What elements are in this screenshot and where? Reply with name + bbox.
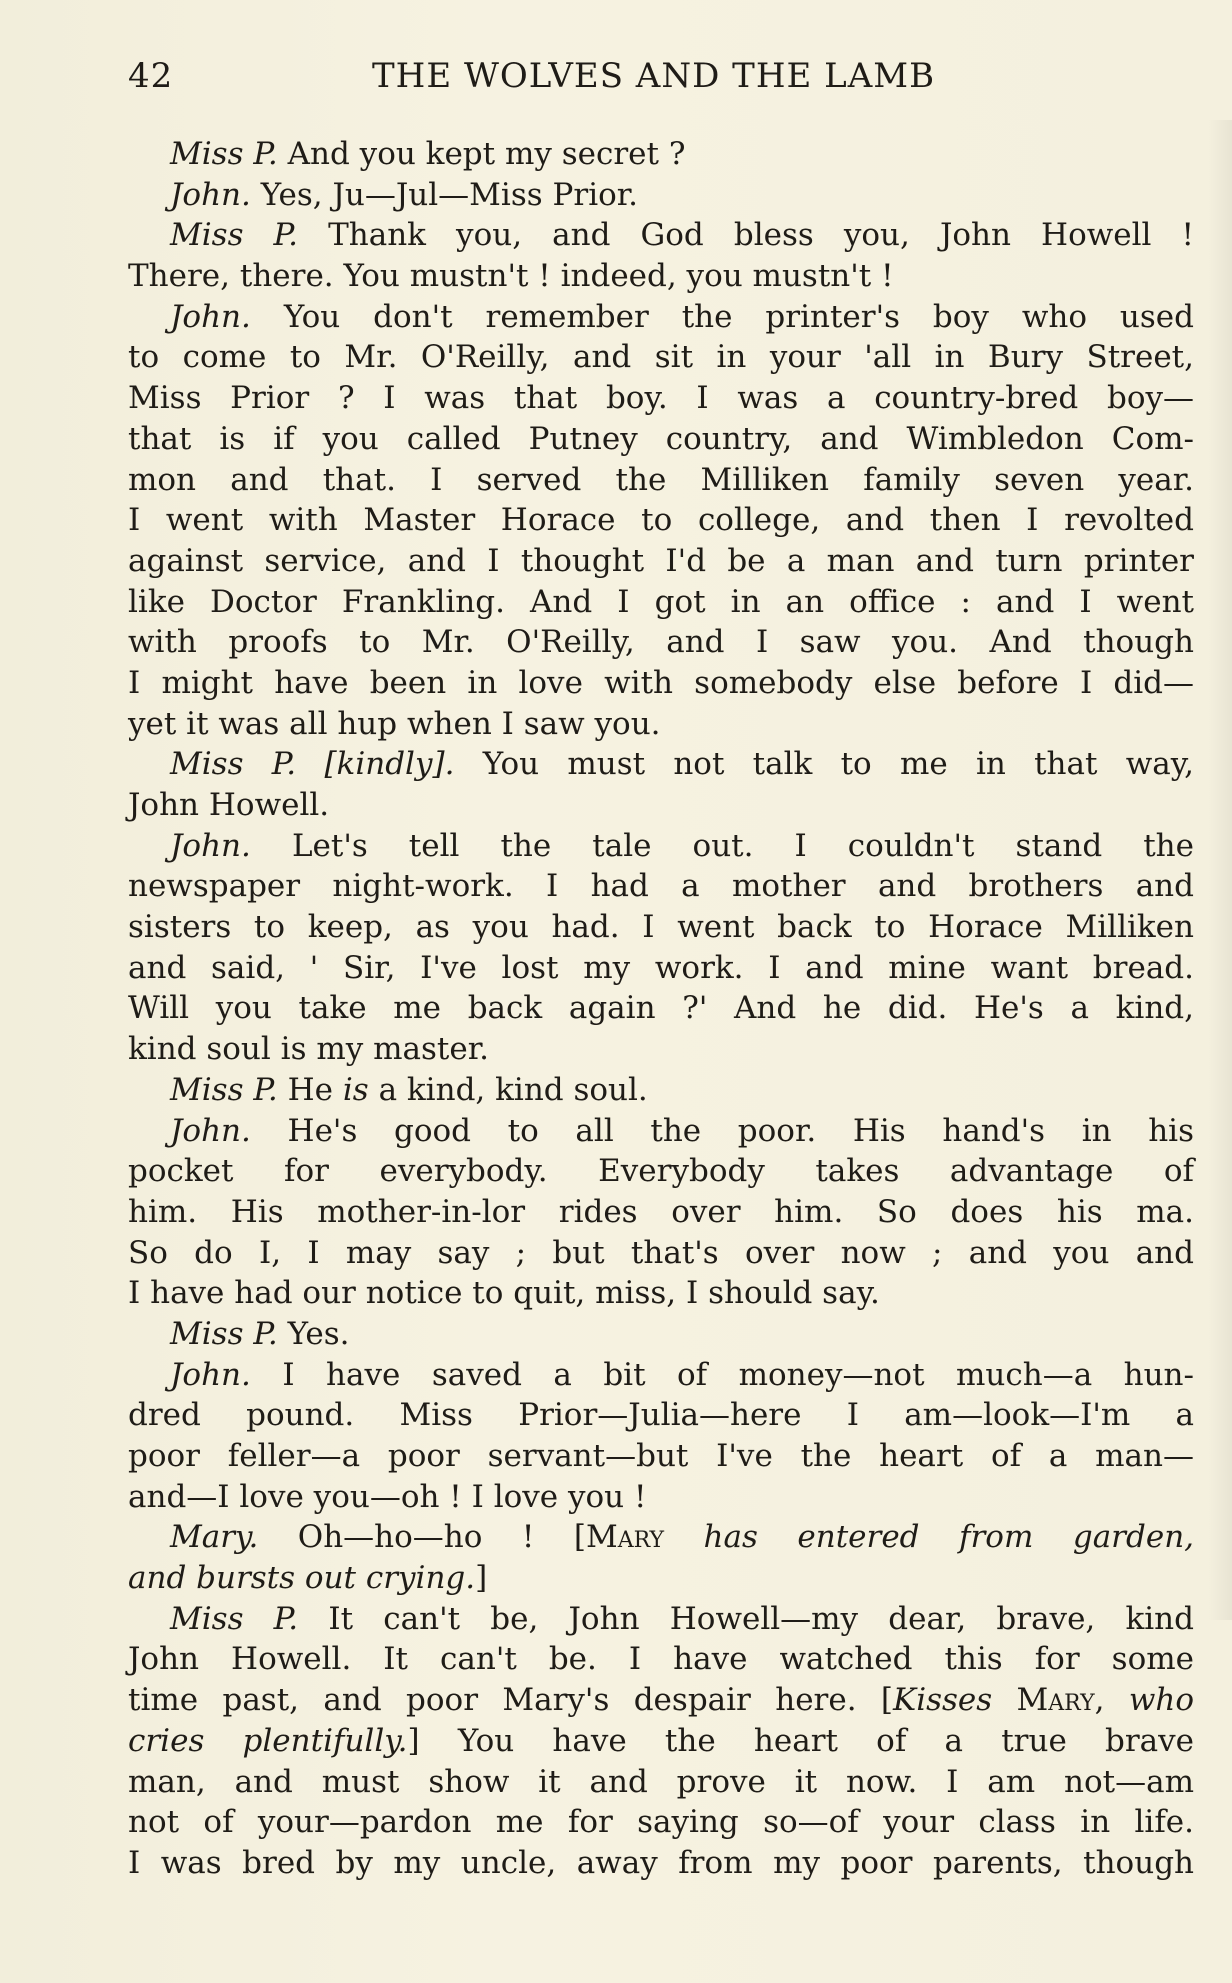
running-title: THE WOLVES AND THE LAMB bbox=[372, 56, 936, 96]
dialogue-text: time past, and poor Mary's despair here. bbox=[128, 1682, 857, 1719]
speaker-name: Miss P. bbox=[170, 1071, 278, 1108]
dialogue-text: Yes, Ju—Jul—Miss Prior. bbox=[260, 176, 639, 213]
speaker-name: John. bbox=[170, 298, 251, 335]
dialogue-text: I have had our notice to quit, miss, I should say. bbox=[128, 1275, 880, 1312]
speaker-name: John. bbox=[170, 1356, 251, 1393]
dialogue-line bbox=[128, 907, 1194, 948]
speaker-name: Miss P. bbox=[170, 136, 278, 172]
dialogue-line bbox=[128, 256, 1194, 297]
dialogue-line bbox=[128, 704, 1194, 745]
dialogue-line bbox=[128, 1599, 1194, 1640]
dialogue-line bbox=[128, 1721, 1194, 1762]
dialogue-text: man, and must show it and prove it now. I am not—am bbox=[128, 1763, 1194, 1800]
dialogue-text: Thank you, and God bless you, John Howell ! bbox=[328, 217, 1195, 254]
dialogue-text: like Doctor Frankling. And I got in an office : and I went bbox=[128, 583, 1194, 620]
dialogue-line bbox=[128, 1395, 1194, 1436]
dialogue-line bbox=[128, 785, 1194, 826]
dialogue-text: that is if you called Putney country, and Wimbledon Com- bbox=[128, 420, 1194, 457]
dialogue-line bbox=[128, 1233, 1194, 1274]
dialogue-line bbox=[128, 1273, 1194, 1314]
stage-bracket: ] bbox=[475, 1560, 488, 1597]
dialogue-line bbox=[128, 1314, 1194, 1355]
dialogue-line bbox=[128, 988, 1194, 1029]
dialogue-text: pocket for everybody. Everybody takes advantage of bbox=[128, 1153, 1194, 1190]
page-edge-shadow bbox=[1208, 120, 1232, 1620]
dialogue-text: He bbox=[287, 1071, 334, 1108]
dialogue-text: You don't remember the printer's boy who used bbox=[283, 298, 1194, 335]
dialogue-line bbox=[128, 948, 1194, 989]
dialogue-line bbox=[128, 663, 1194, 704]
stage-direction: and bursts out crying. bbox=[128, 1560, 476, 1597]
dialogue-line bbox=[128, 1111, 1194, 1152]
dialogue-line bbox=[128, 1355, 1194, 1396]
dialogue-line bbox=[128, 1029, 1194, 1070]
dialogue-line bbox=[128, 541, 1194, 582]
character-name: Mary bbox=[586, 1519, 665, 1556]
dialogue-text: I went with Master Horace to college, and then I revolted bbox=[128, 502, 1194, 539]
dialogue-line bbox=[128, 460, 1194, 501]
dialogue-text: with proofs to Mr. O'Reilly, and I saw you. And though bbox=[128, 624, 1194, 661]
page-header bbox=[128, 56, 1194, 106]
dialogue-text: dred pound. Miss Prior—Julia—here I am—look—I'm a bbox=[128, 1397, 1194, 1434]
dialogue-line bbox=[128, 175, 1194, 216]
speaker-name: John. bbox=[170, 827, 251, 864]
stage-direction: who bbox=[1128, 1682, 1194, 1719]
character-name: Mary, bbox=[1016, 1682, 1105, 1719]
dialogue-text: I was bred by my uncle, away from my poor parents, though bbox=[128, 1844, 1194, 1881]
dialogue-line bbox=[128, 337, 1194, 378]
dialogue-line bbox=[128, 1843, 1194, 1884]
dialogue-text: poor feller—a poor servant—but I've the heart of a man— bbox=[128, 1438, 1194, 1474]
stage-bracket: [ bbox=[573, 1519, 586, 1556]
dialogue-text: a kind, kind soul. bbox=[378, 1071, 648, 1108]
dialogue-text: John Howell. It can't be. I have watched this for some bbox=[128, 1641, 1194, 1678]
stage-bracket: [ bbox=[880, 1682, 894, 1719]
speaker-name: John. bbox=[170, 176, 251, 213]
dialogue-line bbox=[128, 1192, 1194, 1233]
dialogue-text: He's good to all the poor. His hand's in his bbox=[287, 1112, 1194, 1149]
dialogue-text: mon and that. I served the Milliken family seven year. bbox=[128, 461, 1194, 498]
dialogue-line bbox=[128, 1762, 1194, 1803]
dialogue-text: I might have been in love with somebody else before I did— bbox=[128, 664, 1194, 701]
dialogue-text: It can't be, John Howell—my dear, brave, kind bbox=[328, 1600, 1194, 1637]
dialogue-text: You have the heart of a true brave bbox=[457, 1722, 1194, 1759]
dialogue-text: John Howell. bbox=[128, 787, 330, 823]
dialogue-text: You must not talk to me in that way, bbox=[482, 746, 1194, 783]
dialogue-text: against service, and I thought I'd be a man and turn printer bbox=[128, 542, 1194, 579]
dialogue-text: Oh—ho—ho ! bbox=[297, 1519, 535, 1556]
speaker-name: Miss P. bbox=[170, 746, 297, 783]
dialogue-text: Yes. bbox=[287, 1315, 350, 1352]
dialogue-line bbox=[128, 1070, 1194, 1111]
dialogue-line bbox=[128, 1680, 1194, 1721]
dialogue-line bbox=[128, 215, 1194, 256]
stage-direction: Kisses bbox=[893, 1682, 993, 1719]
stage-direction: cries plentifully. bbox=[128, 1722, 408, 1759]
speaker-name: John. bbox=[170, 1112, 251, 1149]
dialogue-text: There, there. You mustn't ! indeed, you mustn't ! bbox=[128, 258, 894, 295]
dialogue-line bbox=[128, 1436, 1194, 1477]
dialogue-line bbox=[128, 1802, 1194, 1843]
stage-bracket: ] bbox=[407, 1722, 420, 1759]
play-text bbox=[128, 134, 1194, 1884]
dialogue-text: And you kept my secret ? bbox=[287, 136, 686, 172]
dialogue-line bbox=[128, 1477, 1194, 1518]
dialogue-line bbox=[128, 826, 1194, 867]
dialogue-line bbox=[128, 297, 1194, 338]
dialogue-text: I have saved a bit of money—not much—a hun- bbox=[282, 1356, 1195, 1393]
speaker-name: Miss P. bbox=[170, 1315, 278, 1352]
dialogue-line bbox=[128, 419, 1194, 460]
dialogue-text: and said, ' Sir, I've lost my work. I and mine want bread. bbox=[128, 949, 1194, 986]
dialogue-text: sisters to keep, as you had. I went back to Horace Milliken bbox=[128, 909, 1194, 946]
dialogue-text: yet it was all hup when I saw you. bbox=[128, 705, 661, 742]
dialogue-line bbox=[128, 744, 1194, 785]
dialogue-line bbox=[128, 582, 1194, 623]
dialogue-line bbox=[128, 134, 1194, 175]
dialogue-text: him. His mother-in-lor rides over him. So does his ma. bbox=[128, 1193, 1194, 1230]
speaker-name: Mary. bbox=[170, 1519, 259, 1556]
dialogue-text: Miss Prior ? I was that boy. I was a country-bred boy— bbox=[128, 380, 1194, 417]
dialogue-line bbox=[128, 1558, 1194, 1599]
emphasis-text: is bbox=[342, 1071, 369, 1108]
dialogue-line bbox=[128, 378, 1194, 419]
dialogue-text: kind soul is my master. bbox=[128, 1031, 489, 1068]
dialogue-text: Will you take me back again ?' And he did. He's a kind, bbox=[128, 990, 1194, 1027]
dialogue-text: newspaper night-work. I had a mother and brothers and bbox=[128, 868, 1194, 905]
dialogue-line bbox=[128, 1151, 1194, 1192]
dialogue-line bbox=[128, 500, 1194, 541]
speaker-name: Miss P. bbox=[170, 217, 298, 254]
page-number: 42 bbox=[128, 56, 174, 96]
stage-direction: has entered from garden, bbox=[703, 1519, 1195, 1556]
dialogue-text: So do I, I may say ; but that's over now ; and you and bbox=[128, 1234, 1194, 1271]
dialogue-line bbox=[128, 1639, 1194, 1680]
stage-direction: [kindly]. bbox=[324, 746, 455, 783]
dialogue-line bbox=[128, 1517, 1194, 1558]
dialogue-line bbox=[128, 622, 1194, 663]
dialogue-text: and—I love you—oh ! I love you ! bbox=[128, 1478, 647, 1515]
dialogue-line bbox=[128, 866, 1194, 907]
speaker-name: Miss P. bbox=[170, 1600, 299, 1637]
dialogue-text: to come to Mr. O'Reilly, and sit in your 'all in Bury Street, bbox=[128, 339, 1194, 376]
dialogue-text: Let's tell the tale out. I couldn't stand the bbox=[291, 827, 1194, 864]
dialogue-text: not of your—pardon me for saying so—of your class in life. bbox=[128, 1804, 1194, 1841]
